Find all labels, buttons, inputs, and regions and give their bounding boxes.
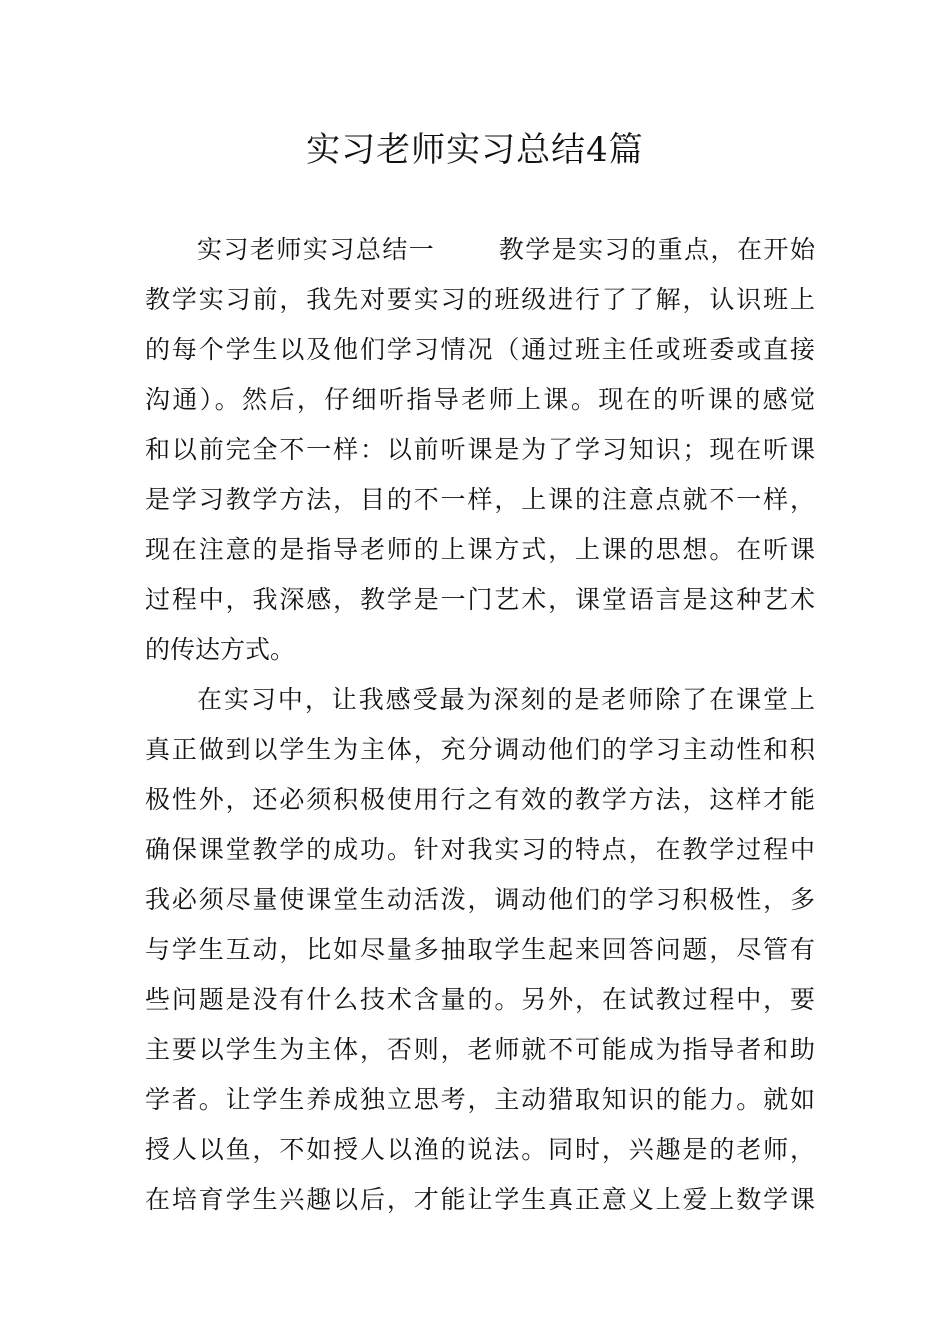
paragraph-1-line-2: 教学实习前，我先对要实习的班级进行了了解，认识班上 xyxy=(145,285,815,314)
paragraph-2-line-2: 真正做到以学生为主体，充分调动他们的学习主动性和积 xyxy=(145,735,815,764)
paragraph-1-line-7: 现在注意的是指导老师的上课方式，上课的思想。在听课 xyxy=(145,535,815,564)
paragraph-2-line-4: 确保课堂教学的成功。针对我实习的特点，在教学过程中 xyxy=(145,835,815,864)
document-body xyxy=(145,225,815,1225)
paragraph-2-line-5: 我必须尽量使课堂生动活泼，调动他们的学习积极性，多 xyxy=(145,885,815,914)
paragraph-1-line-3: 的每个学生以及他们学习情况（通过班主任或班委或直接 xyxy=(145,335,815,364)
paragraph-2-line-9: 学者。让学生养成独立思考，主动猎取知识的能力。就如 xyxy=(145,1085,815,1114)
paragraph-2-line-11: 在培育学生兴趣以后，才能让学生真正意义上爱上数学课 xyxy=(145,1185,815,1214)
paragraph-1-line-9: 的传达方式。 xyxy=(145,635,296,664)
paragraph-2-line-1: 在实习中，让我感受最为深刻的是老师除了在课堂上 xyxy=(197,685,815,714)
paragraph-2-line-8: 主要以学生为主体，否则，老师就不可能成为指导者和助 xyxy=(145,1035,815,1064)
paragraph-1-line-5: 和以前完全不一样：以前听课是为了学习知识；现在听课 xyxy=(145,435,815,464)
paragraph-1-line-6: 是学习教学方法，目的不一样，上课的注意点就不一样， xyxy=(145,485,815,514)
paragraph-1-line-8: 过程中，我深感，教学是一门艺术，课堂语言是这种艺术 xyxy=(145,585,815,614)
section-heading: 实习老师实习总结一 xyxy=(197,235,436,264)
paragraph-1-text-1: 教学是实习的重点，在开始 xyxy=(497,235,815,264)
paragraph-2-line-7: 些问题是没有什么技术含量的。另外，在试教过程中，要 xyxy=(145,985,815,1014)
paragraph-1-line-4: 沟通）。然后，仔细听指导老师上课。现在的听课的感觉 xyxy=(145,385,815,414)
paragraph-1-line-1 xyxy=(145,225,815,275)
paragraph-2-line-3: 极性外，还必须积极使用行之有效的教学方法，这样才能 xyxy=(145,785,815,814)
paragraph-2-line-6: 与学生互动，比如尽量多抽取学生起来回答问题，尽管有 xyxy=(145,935,815,964)
paragraph-2-line-10: 授人以鱼，不如授人以渔的说法。同时，兴趣是的老师， xyxy=(145,1135,815,1164)
document-title: 实习老师实习总结4篇 xyxy=(306,130,644,170)
